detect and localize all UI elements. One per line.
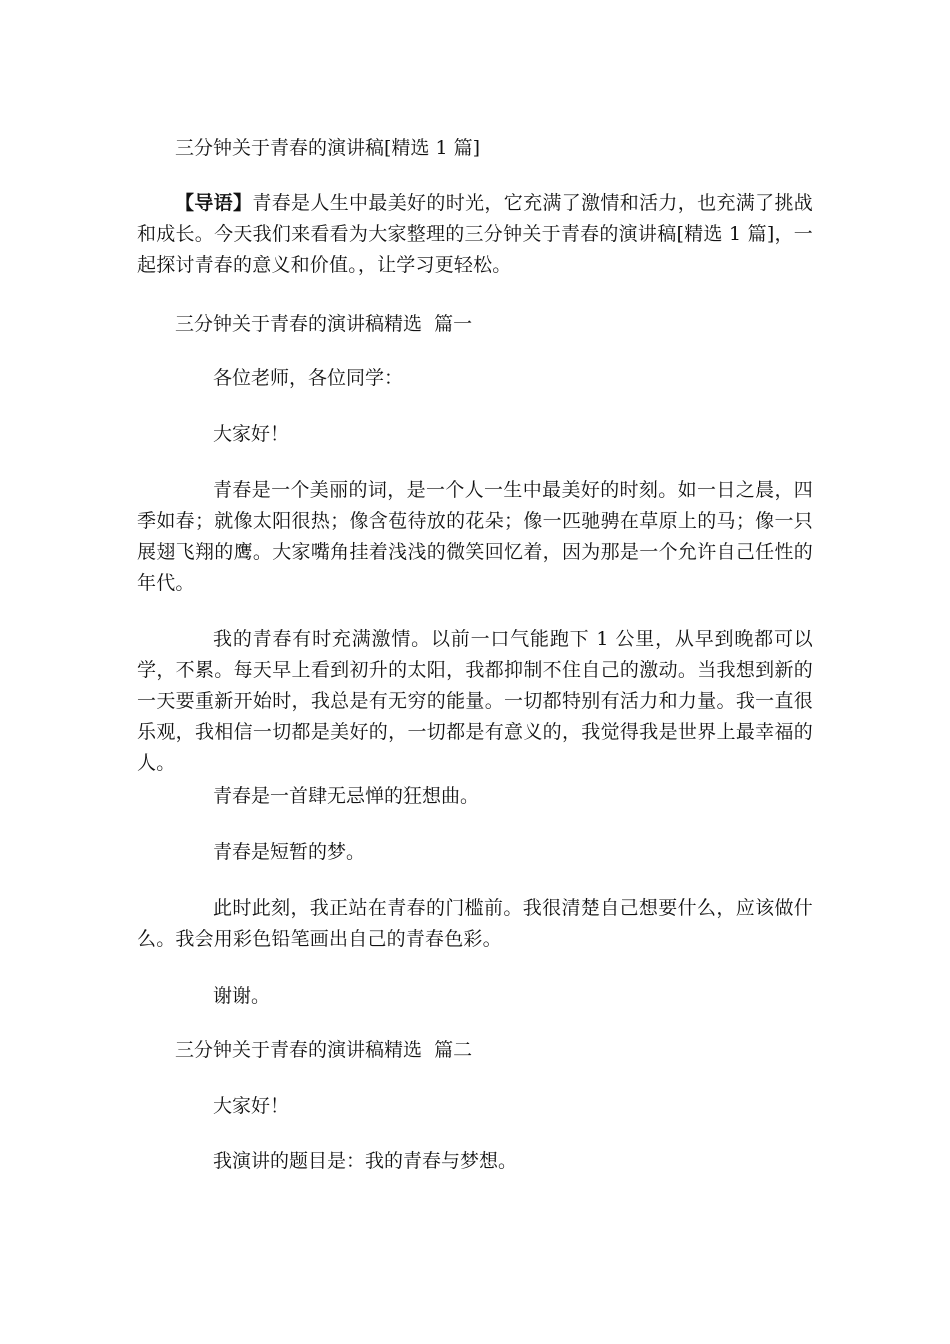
section1-paragraph-3: 青春是一首肆无忌惮的狂想曲。 <box>213 785 480 807</box>
section1-paragraph-5: 此时此刻，我正站在青春的门槛前。我很清楚自己想要什么，应该做什么。我会用彩色铅笔画出自己的青春色彩。 <box>137 897 813 950</box>
section1-heading: 三分钟关于青春的演讲稿精选 篇一 <box>175 313 473 335</box>
section2-topic: 我演讲的题目是：我的青春与梦想。 <box>213 1150 518 1172</box>
document-title: 三分钟关于青春的演讲稿[精选 1 篇] <box>175 137 480 159</box>
section1-greeting: 各位老师，各位同学： <box>213 367 404 389</box>
section1-paragraph-1: 青春是一个美丽的词，是一个人一生中最美好的时刻。如一日之晨，四季如春；就像太阳很热；像含苞待放的花朵；像一匹驰骋在草原上的马；像一只展翅飞翔的鹰。大家嘴角挂着浅浅的微笑回忆着，因为那是一个允许自己任性的年代。 <box>137 479 813 594</box>
intro-text: 青春是人生中最美好的时光，它充满了激情和活力，也充满了挑战和成长。今天我们来看看为大家整理的三分钟关于青春的演讲稿[精选 1 篇]，一起探讨青春的意义和价值。，让学习更轻松。 <box>137 192 813 276</box>
section1-hello: 大家好！ <box>213 423 290 445</box>
section1-paragraph-4: 青春是短暂的梦。 <box>213 841 366 863</box>
section1-paragraph-2: 我的青春有时充满激情。以前一口气能跑下 1 公里，从早到晚都可以学，不累。每天早上看到初升的太阳，我都抑制不住自己的激动。当我想到新的一天要重新开始时，我总是有无穷的能量。一切都特别有活力和力量。我一直很乐观，我相信一切都是美好的，一切都是有意义的，我觉得我是世界上最幸福的人。 <box>137 628 813 774</box>
section2-heading: 三分钟关于青春的演讲稿精选 篇二 <box>175 1039 473 1061</box>
intro-paragraph <box>137 188 813 281</box>
section2-hello: 大家好！ <box>213 1095 290 1117</box>
section1-thanks: 谢谢。 <box>213 985 271 1007</box>
intro-tag: 【导语】 <box>175 192 253 214</box>
